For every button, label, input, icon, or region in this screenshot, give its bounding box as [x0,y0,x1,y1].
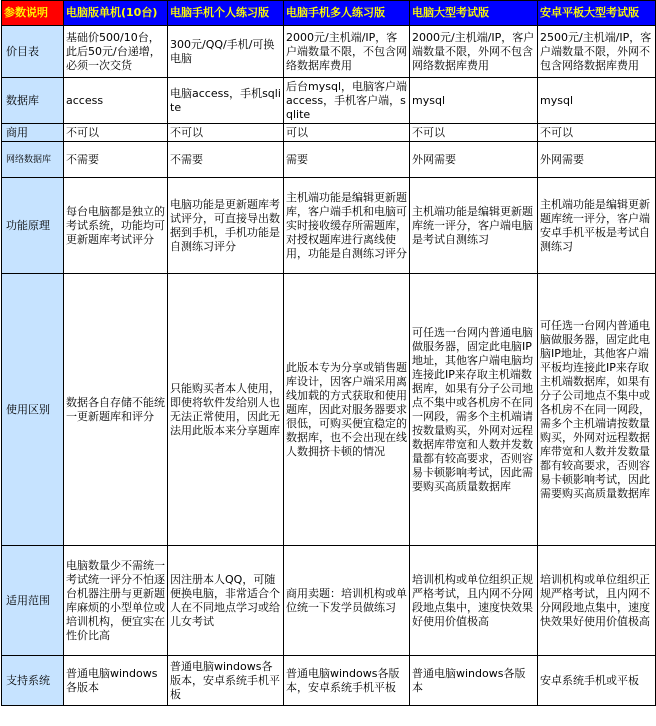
row-label-database: 数据库 [2,78,64,124]
header-corner: 参数说明 [2,1,64,26]
table-cell: 不需要 [64,142,168,178]
row-label-network-database: 网络数据库 [2,142,64,178]
table-cell: 培训机构或单位组织正规严格考试，且内网不分网段地点集中，速度快效果好使用价值极高 [410,546,538,656]
table-cell: 外网需要 [410,142,538,178]
table-cell: 主机端功能是编辑更新题库统一评分，客户端电脑是考试自测练习 [410,178,538,274]
row-label-usage-difference: 使用区别 [2,274,64,546]
column-header-multi-user-practice: 电脑手机多人练习版 [284,1,410,26]
column-header-single-pc: 电脑版单机(10台) [64,1,168,26]
table-cell: mysql [538,78,656,124]
row-label-scope: 适用范围 [2,546,64,656]
table-cell: 不可以 [168,124,284,142]
table-cell: 不可以 [538,124,656,142]
table-cell: 培训机构或单位组织正规严格考试，且内网不分网段地点集中，速度快效果好使用价值极高 [538,546,656,656]
table-cell: 不可以 [64,124,168,142]
table-row-database [2,78,656,124]
table-cell: 安卓系统手机或平板 [538,656,656,706]
column-header-personal-practice: 电脑手机个人练习版 [168,1,284,26]
table-row-usage-difference [2,274,656,546]
table-cell: 主机端功能是编辑更新题库统一评分，客户端安卓手机平板是考试自测练习 [538,178,656,274]
table-cell: 电脑access，手机sqlite [168,78,284,124]
table-cell: 电脑数量少不需统一考试统一评分不怕逐台机器注册与更新题库麻烦的小型单位或培训机构，便宜实在性价比高 [64,546,168,656]
table-cell: 2000元/主机端/IP，客户端数量不限，外网不包含网络数据库费用 [410,26,538,78]
column-header-android-exam: 安卓平板大型考试版 [538,1,656,26]
table-cell: 后台mysql，电脑客户端access，手机客户端，sqlite [284,78,410,124]
table-row-network-database [2,142,656,178]
table-cell: 不需要 [168,142,284,178]
table-cell: 主机端功能是编辑更新题库，客户端手机和电脑可实时接收缓存所需题库，对授权题库进行离线使用，功能是自测练习评分 [284,178,410,274]
table-cell: 外网需要 [538,142,656,178]
table-cell: 普通电脑windows各版本 [410,656,538,706]
table-cell: access [64,78,168,124]
table-row-price [2,26,656,78]
table-row-supported-systems [2,656,656,706]
table-cell: 此版本专为分享或销售题库设计，因客户端采用离线加载的方式获取和使用题库，因此对服务器要求很低，可购买便宜稳定的数据库，也不会出现在线人数拥挤卡顿的情况 [284,274,410,546]
table-row-scope [2,546,656,656]
table-cell: 数据各自存储不能统一更新题库和评分 [64,274,168,546]
table-cell: 每台电脑都是独立的考试系统，功能均可更新题库考试评分 [64,178,168,274]
column-header-pc-exam: 电脑大型考试版 [410,1,538,26]
table-cell: 普通电脑windows各版本，安卓系统手机平板 [284,656,410,706]
table-cell: 普通电脑windows各版本，安卓系统手机平板 [168,656,284,706]
header-row [2,1,656,26]
table-cell: 可任选一台网内普通电脑做服务器，固定此电脑IP地址，其他客户端平板均连接此IP来存取主机端数据库，如果有分子公司地点不集中或各机房不在同一网段，需多个主机端请按数量购买，外网对远程数据库带宽和人数并发数量都有较高要求，否则容易卡顿影响考试，因此需要购买高质量数据库 [538,274,656,546]
table-cell: 需要 [284,142,410,178]
table-cell: 基础价500/10台，此后50元/台递增，必须一次交货 [64,26,168,78]
table-cell: 只能购买者本人使用，即使将软件发给别人也无法正常使用，因此无法用此版本来分享题库 [168,274,284,546]
table-row-commercial [2,124,656,142]
table-cell: 因注册本人QQ，可随便换电脑，非常适合个人在不同地点学习或给儿女考试 [168,546,284,656]
table-cell: 可任选一台网内普通电脑做服务器，固定此电脑IP地址，其他客户端电脑均连接此IP来存取主机端数据库，如果有分子公司地点不集中或各机房不在同一网段，需多个主机端请按数量购买，外网对远程数据库带宽和人数并发数量都有较高要求，否则容易卡顿影响考试，因此需要购买高质量数据库 [410,274,538,546]
table-cell: 不可以 [410,124,538,142]
table-cell: 2500元/主机端/IP，客户端数量不限，外网不包含网络数据库费用 [538,26,656,78]
table-row-function [2,178,656,274]
table-cell: 商用卖题：培训机构或单位统一下发学员做练习 [284,546,410,656]
row-label-commercial: 商用 [2,124,64,142]
table-cell: 300元/QQ/手机/可换电脑 [168,26,284,78]
row-label-price: 价目表 [2,26,64,78]
table-cell: 2000元/主机端/IP，客户端数量不限，不包含网络数据库费用 [284,26,410,78]
table-cell: 普通电脑windows各版本 [64,656,168,706]
row-label-function: 功能原理 [2,178,64,274]
row-label-supported-systems: 支持系统 [2,656,64,706]
table-cell: 电脑功能是更新题库考试评分，可直接导出数据到手机，手机功能是自测练习评分 [168,178,284,274]
table-cell: mysql [410,78,538,124]
comparison-table [1,0,656,706]
table-cell: 可以 [284,124,410,142]
